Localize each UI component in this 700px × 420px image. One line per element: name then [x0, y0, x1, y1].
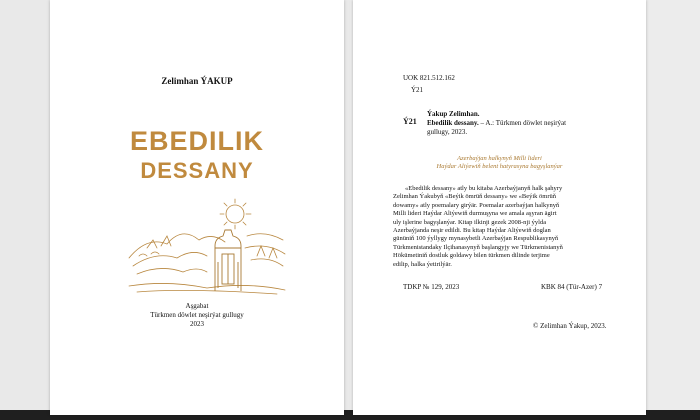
cover-page — [50, 0, 344, 415]
abstract-line: Türkmenistandaky Ilçihanasynyň başlangyjy we Türkmenistanyň — [393, 243, 563, 251]
abstract-line: gününiň 100 ýyllygy mynasybetli Azerbaýjan Respublikasynyň — [393, 235, 559, 243]
imprint-year: 2023 — [190, 320, 204, 328]
colophon-page — [353, 0, 646, 415]
catalog-author: Ýakup Zelimhan. — [427, 110, 480, 118]
cover-imprint — [50, 302, 344, 329]
imprint-city: Aşgabat — [185, 302, 209, 310]
abstract-line: Hökümetiniň dostluk goldawy bilen türkmen dilinde terjime — [393, 252, 550, 260]
abstract-line: Milli lideri Haýdar Aliýewiň durmuşyna we amala aşyran ägirt — [393, 210, 557, 218]
kbk-number: KBK 84 (Tür-Azer) 7 — [541, 283, 603, 291]
imprint-publisher: Türkmen döwlet neşirýat gullugy — [150, 311, 244, 319]
catalog-publisher-cont: gullugy, 2023. — [427, 128, 468, 136]
abstract-line: «Ebedilik dessany» atly bu kitaba Azerbaýjanyň halk şahyry — [405, 185, 563, 192]
abstract-line: dowamy» atly poemalary girýär. Poemalar azerbaýjan halkynyň — [393, 201, 560, 209]
abstract-line: uly işlerine bagyşlanýar. Kitap ilkinji gezek 2008-nji ýylda — [393, 218, 547, 226]
dedication — [393, 155, 606, 171]
udk-code: Ý21 — [411, 86, 424, 94]
tdkp-number: TDKP № 129, 2023 — [403, 283, 460, 291]
catalog-index: Ý21 — [403, 117, 417, 126]
abstract-line: Azerbaýjanda neşir edildi. Bu kitap Haýdar Aliýewiň doglan — [393, 227, 551, 235]
cover-title-line2: DESSANY — [140, 158, 254, 183]
landscape-with-tower-and-sun-illustration — [127, 196, 287, 296]
udk-number: UOK 821.512.162 — [403, 74, 455, 82]
catalog-publisher: – A.: Türkmen döwlet neşirýat — [478, 119, 567, 127]
cover-author: Zelimhan ÝAKUP — [161, 76, 233, 86]
abstract — [393, 185, 606, 269]
copyright: © Zelimhan Ýakup, 2023. — [533, 322, 607, 330]
cover-title-line1: EBEDILIK — [129, 126, 264, 156]
dedication-line: Azerbaýjan halkynyň Milli lideri — [457, 155, 542, 162]
abstract-line: edilip, halka ýetirilýär. — [393, 260, 452, 268]
catalog-title-line — [427, 119, 566, 127]
catalog-title: Ebedilik dessany. — [427, 119, 479, 127]
dedication-line: Haýdar Aliýewiň belent hatyrasyna bagyşlanýar — [436, 163, 563, 170]
abstract-line: Zelimhan Ýakubyň «Beýik ömrüň dessany» we «Beýik ömrüň — [393, 193, 557, 201]
